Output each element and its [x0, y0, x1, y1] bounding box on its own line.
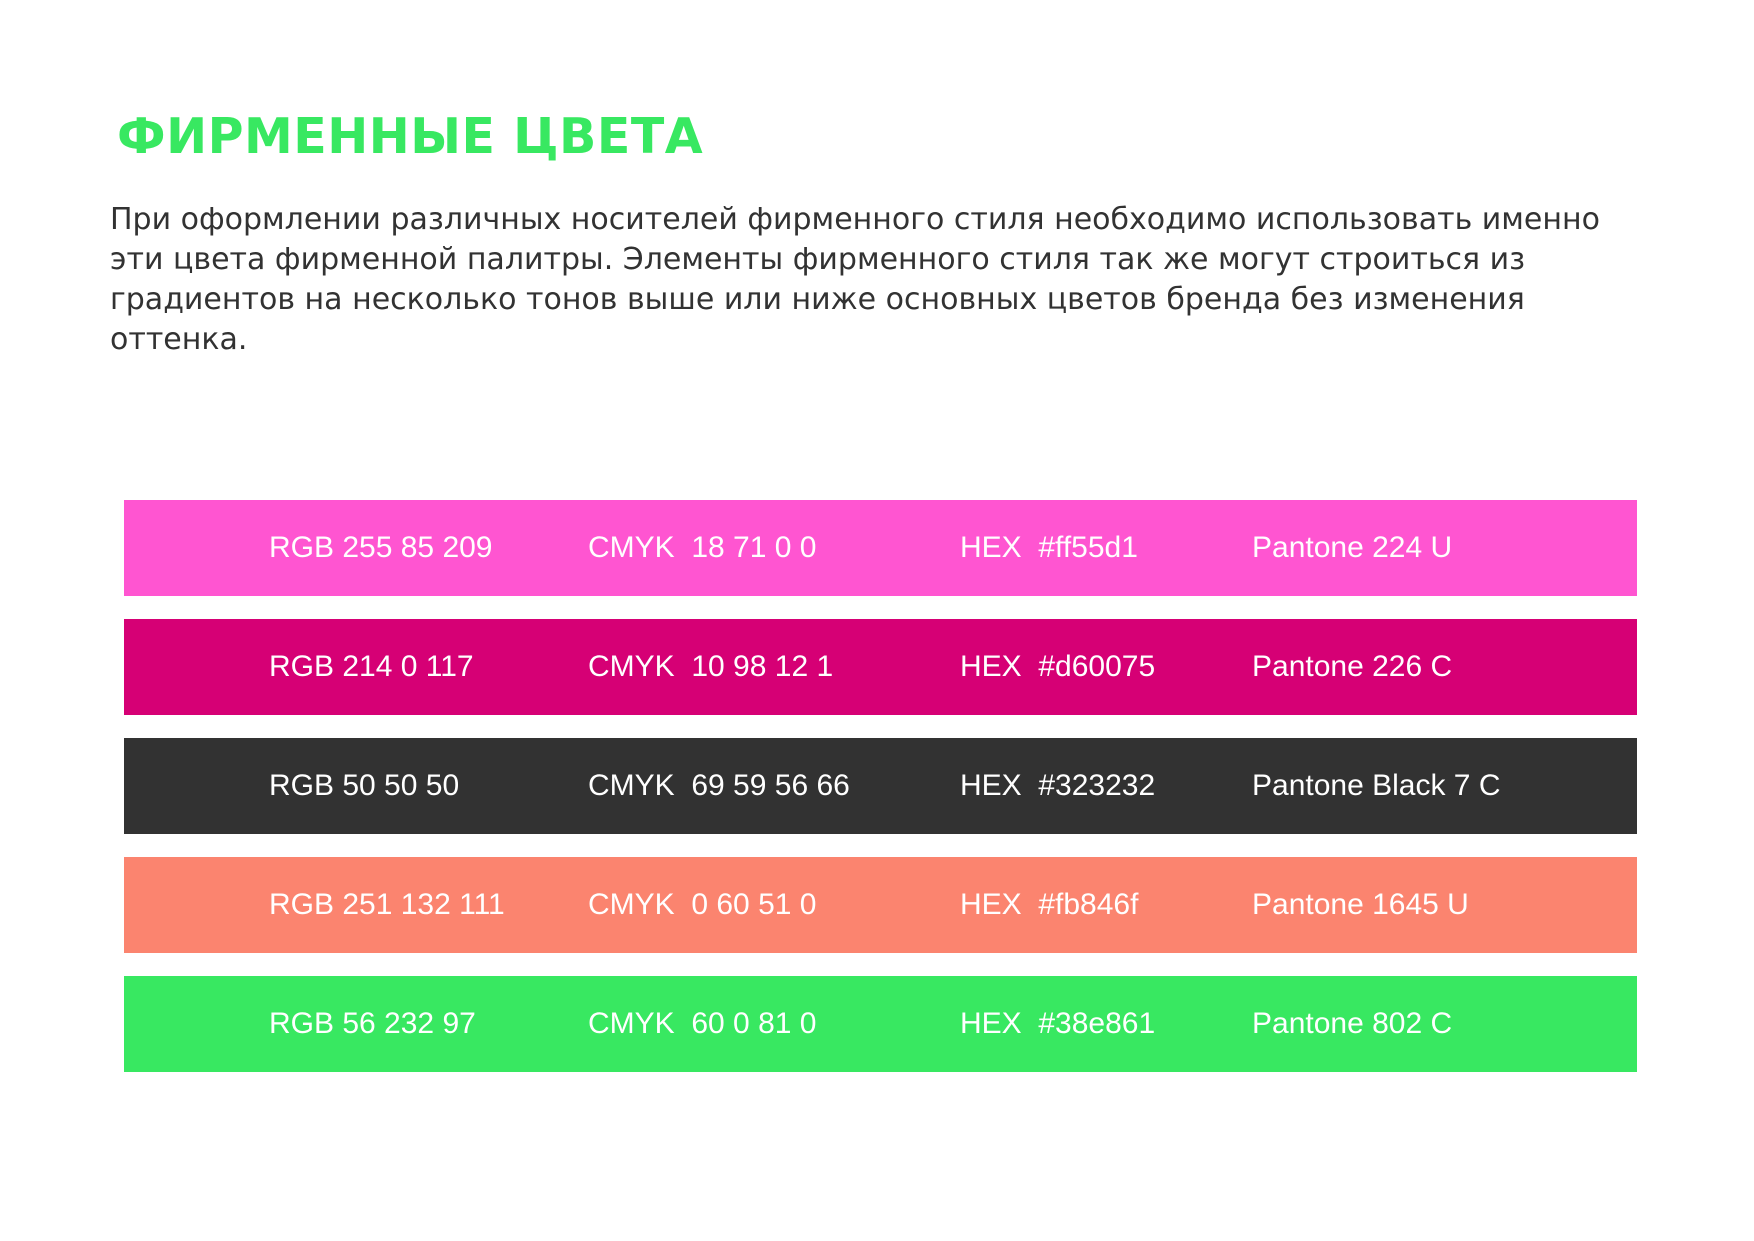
color-palette — [124, 500, 1637, 1095]
hex-value: HEX #323232 — [960, 769, 1156, 802]
cmyk-value: CMYK 10 98 12 1 — [588, 650, 834, 683]
pantone-value: Pantone Black 7 C — [1252, 769, 1501, 802]
intro-paragraph: При оформлении различных носителей фирменного стиля необходимо использовать именно эти цвета фирменной палитры. Элементы фирменного стиля так же могут строиться из градиентов на несколько тонов выше или ниже основных цветов бренда без изменения оттенка. — [110, 202, 1600, 357]
hex-value: HEX #ff55d1 — [960, 531, 1138, 564]
swatch-pink — [124, 500, 1637, 596]
cmyk-value: CMYK 18 71 0 0 — [588, 531, 817, 564]
swatch-magenta — [124, 619, 1637, 715]
rgb-value: RGB 50 50 50 — [269, 769, 460, 802]
pantone-value: Pantone 1645 U — [1252, 888, 1469, 921]
cmyk-value: CMYK 0 60 51 0 — [588, 888, 817, 921]
page-title: ФИРМЕННЫЕ ЦВЕТА — [117, 108, 704, 165]
pantone-value: Pantone 226 C — [1252, 650, 1453, 683]
swatch-coral — [124, 857, 1637, 953]
swatch-green — [124, 976, 1637, 1072]
hex-value: HEX #38e861 — [960, 1007, 1156, 1040]
rgb-value: RGB 251 132 111 — [269, 888, 505, 921]
hex-value: HEX #fb846f — [960, 888, 1139, 921]
swatch-dark-gray — [124, 738, 1637, 834]
rgb-value: RGB 214 0 117 — [269, 650, 474, 683]
rgb-value: RGB 56 232 97 — [269, 1007, 476, 1040]
pantone-value: Pantone 802 C — [1252, 1007, 1453, 1040]
cmyk-value: CMYK 60 0 81 0 — [588, 1007, 817, 1040]
pantone-value: Pantone 224 U — [1252, 531, 1453, 564]
hex-value: HEX #d60075 — [960, 650, 1156, 683]
rgb-value: RGB 255 85 209 — [269, 531, 493, 564]
cmyk-value: CMYK 69 59 56 66 — [588, 769, 850, 802]
